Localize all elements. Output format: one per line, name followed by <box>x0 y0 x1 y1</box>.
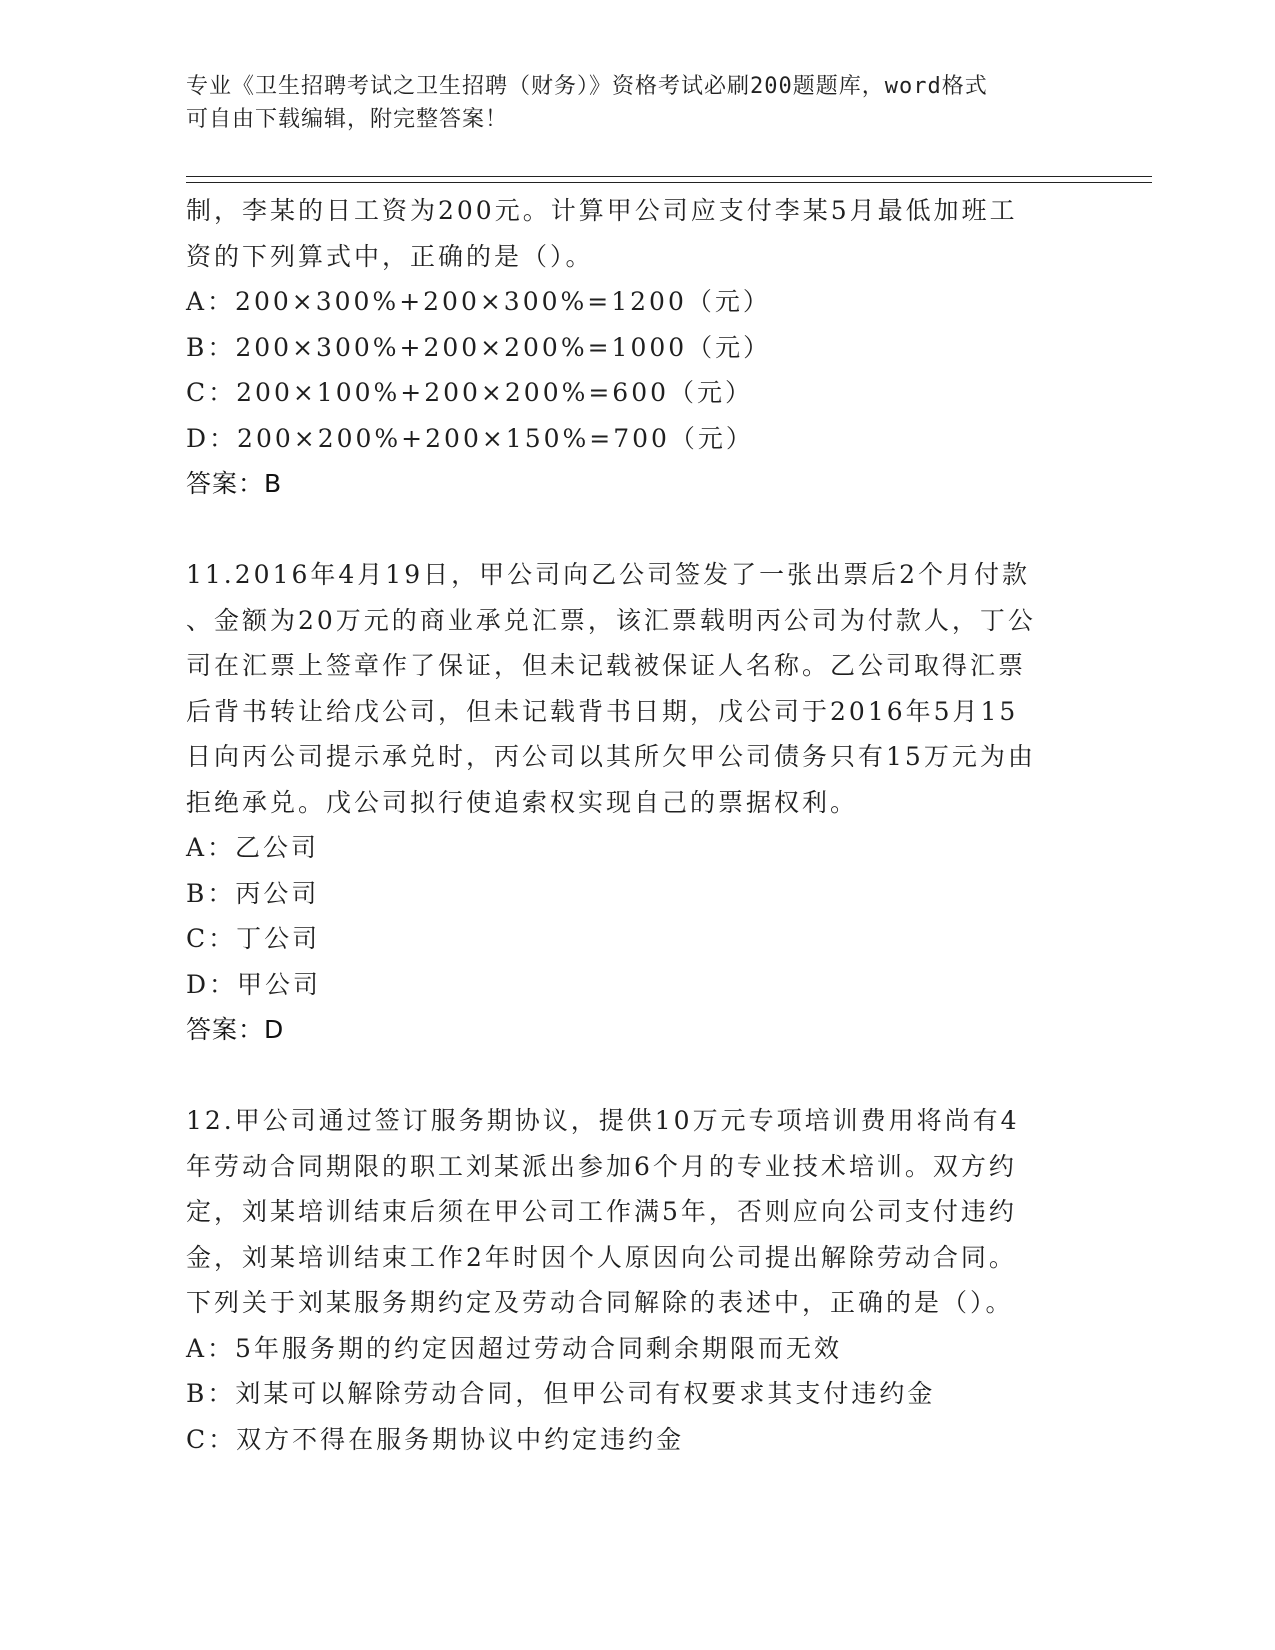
question-stem-line: 后背书转让给戊公司，但未记载背书日期，戊公司于2016年5月15 <box>186 696 1019 726</box>
header-title-line-1: 专业《卫生招聘考试之卫生招聘（财务）》资格考试必刷200题题库，word格式 <box>186 74 988 99</box>
answer-line: 答案：B <box>186 469 283 498</box>
question-stem-line: 司在汇票上签章作了保证，但未记载被保证人名称。乙公司取得汇票 <box>186 651 1027 680</box>
question-stem-line: 、金额为20万元的商业承兑汇票，该汇票载明丙公司为付款人，丁公 <box>186 605 1036 635</box>
question-stem-line: 11.2016年4月19日，甲公司向乙公司签发了一张出票后2个月付款 <box>186 560 1031 589</box>
question-stem-line: 资的下列算式中，正确的是（）。 <box>186 241 594 271</box>
option-c: C：丁公司 <box>186 924 321 953</box>
option-c: C：双方不得在服务期协议中约定违约金 <box>186 1424 685 1454</box>
option-d: D：甲公司 <box>186 969 322 999</box>
option-a: A：5年服务期的约定因超过劳动合同剩余期限而无效 <box>186 1333 842 1363</box>
question-stem-line: 金，刘某培训结束工作2年时因个人原因向公司提出解除劳动合同。 <box>186 1242 1017 1272</box>
option-b: B：200×300%+200×200%=1000（元） <box>186 332 772 362</box>
option-a: A：乙公司 <box>186 833 320 862</box>
question-stem-line: 拒绝承兑。戊公司拟行使追索权实现自己的票据权利。 <box>186 787 859 817</box>
spacer <box>186 1053 1086 1099</box>
header-divider-top <box>186 176 1152 177</box>
question-11 <box>186 552 1086 1053</box>
question-stem-line: 12.甲公司通过签订服务期协议，提供10万元专项培训费用将尚有4 <box>186 1106 1020 1135</box>
question-10 <box>186 188 1086 507</box>
question-content <box>186 188 1086 1462</box>
header-title-line-2: 可自由下载编辑，附完整答案！ <box>186 107 509 132</box>
document-header <box>186 70 1066 136</box>
spacer <box>186 507 1086 553</box>
question-stem-line: 制，李某的日工资为200元。计算甲公司应支付李某5月最低加班工 <box>186 196 1018 225</box>
question-stem-line: 年劳动合同期限的职工刘某派出参加6个月的专业技术培训。双方约 <box>186 1151 1017 1181</box>
answer-line: 答案：D <box>186 1015 285 1044</box>
option-c: C：200×100%+200×200%=600（元） <box>186 378 754 407</box>
question-stem-line: 定，刘某培训结束后须在甲公司工作满5年，否则应向公司支付违约 <box>186 1197 1017 1226</box>
option-b: B：刘某可以解除劳动合同，但甲公司有权要求其支付违约金 <box>186 1379 936 1408</box>
option-d: D：200×200%+200×150%=700（元） <box>186 423 754 453</box>
question-12 <box>186 1098 1086 1462</box>
option-a: A：200×300%+200×300%=1200（元） <box>186 287 771 316</box>
question-stem-line: 日向丙公司提示承兑时，丙公司以其所欠甲公司债务只有15万元为由 <box>186 742 1036 771</box>
option-b: B：丙公司 <box>186 878 320 908</box>
header-divider-bottom <box>186 182 1152 183</box>
question-stem-line: 下列关于刘某服务期约定及劳动合同解除的表述中，正确的是（）。 <box>186 1288 1014 1317</box>
